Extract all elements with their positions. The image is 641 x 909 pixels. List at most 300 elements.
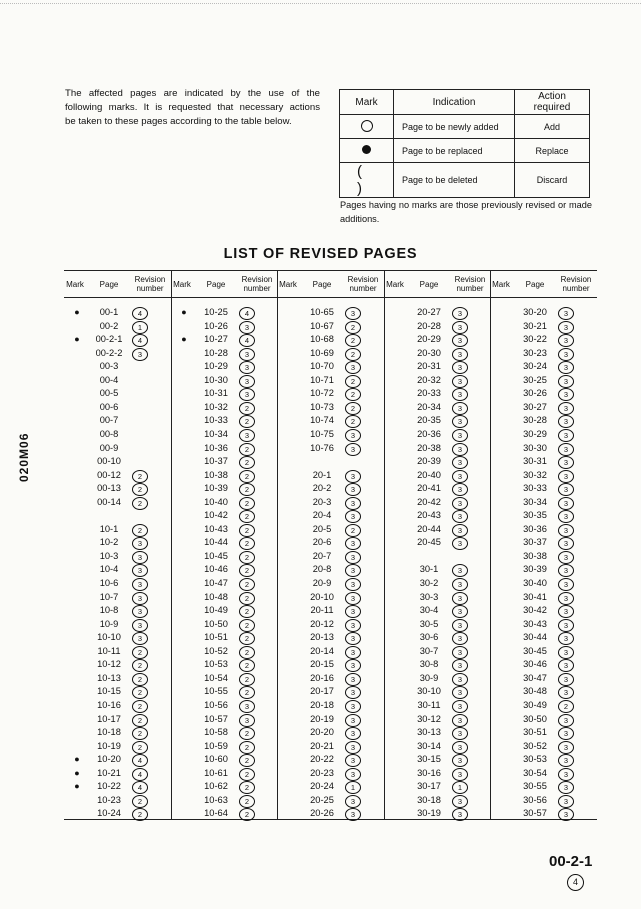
table-row bbox=[386, 726, 489, 739]
row-revision: 3 bbox=[558, 781, 574, 794]
row-page: 10-43 bbox=[204, 523, 228, 534]
table-row bbox=[279, 591, 382, 604]
row-page: 30-24 bbox=[523, 361, 547, 372]
row-revision: 3 bbox=[132, 632, 148, 645]
row-page: 30-26 bbox=[523, 388, 547, 399]
row-revision: 2 bbox=[345, 348, 361, 361]
row-revision: 4 bbox=[239, 334, 255, 347]
row-revision: 3 bbox=[239, 348, 255, 361]
row-revision: 3 bbox=[558, 564, 574, 577]
row-revision: 2 bbox=[239, 578, 255, 591]
row-revision: 3 bbox=[345, 727, 361, 740]
table-row bbox=[66, 631, 169, 644]
row-revision: 3 bbox=[345, 307, 361, 320]
row-page: 30-5 bbox=[419, 618, 439, 629]
table-row bbox=[386, 401, 489, 414]
row-revision: 3 bbox=[345, 686, 361, 699]
row-page: 10-32 bbox=[204, 401, 228, 412]
row-page: 20-35 bbox=[417, 415, 441, 426]
table-row bbox=[279, 320, 382, 333]
table-row bbox=[173, 523, 276, 536]
table-row bbox=[279, 618, 382, 631]
row-page: 20-15 bbox=[310, 659, 334, 670]
row-page: 20-7 bbox=[312, 550, 332, 561]
row-page: 10-69 bbox=[310, 347, 334, 358]
table-row bbox=[279, 713, 382, 726]
row-revision: 2 bbox=[239, 497, 255, 510]
table-row bbox=[173, 631, 276, 644]
row-page: 20-27 bbox=[417, 307, 441, 317]
row-page: 10-60 bbox=[204, 754, 228, 765]
side-document-code: 020M06 bbox=[17, 432, 31, 482]
table-row bbox=[279, 387, 382, 400]
table-row bbox=[279, 455, 382, 468]
table-row bbox=[279, 807, 382, 820]
row-revision: 2 bbox=[345, 402, 361, 415]
row-page: 20-19 bbox=[310, 713, 334, 724]
table-row bbox=[66, 442, 169, 455]
table-row bbox=[279, 347, 382, 360]
row-revision: 3 bbox=[558, 605, 574, 618]
row-revision: 2 bbox=[239, 754, 255, 767]
row-revision: 3 bbox=[345, 714, 361, 727]
row-revision: 3 bbox=[345, 795, 361, 808]
table-row bbox=[386, 618, 489, 631]
row-revision: 3 bbox=[558, 470, 574, 483]
marks-legend-table bbox=[339, 89, 590, 198]
row-page: 30-31 bbox=[523, 456, 547, 467]
row-revision: 3 bbox=[452, 456, 468, 469]
row-page: 30-7 bbox=[419, 645, 439, 656]
table-row bbox=[173, 496, 276, 509]
row-page: 10-17 bbox=[97, 713, 121, 724]
row-page: 30-33 bbox=[523, 483, 547, 494]
table-row bbox=[66, 591, 169, 604]
row-revision: 3 bbox=[558, 361, 574, 374]
row-revision: 3 bbox=[452, 686, 468, 699]
header-revision: Revision number bbox=[454, 275, 486, 293]
row-revision: 4 bbox=[132, 334, 148, 347]
row-revision: 1 bbox=[452, 781, 468, 794]
row-revision: 3 bbox=[452, 632, 468, 645]
table-row bbox=[66, 726, 169, 739]
table-header-row bbox=[64, 271, 597, 298]
table-row bbox=[173, 740, 276, 753]
table-row bbox=[173, 455, 276, 468]
row-mark: ● bbox=[181, 307, 187, 317]
row-revision: 3 bbox=[452, 415, 468, 428]
row-page: 10-25 bbox=[204, 307, 228, 317]
row-page: 30-30 bbox=[523, 442, 547, 453]
row-revision: 3 bbox=[558, 375, 574, 388]
row-page: 10-59 bbox=[204, 740, 228, 751]
row-revision: 3 bbox=[345, 700, 361, 713]
row-revision: 2 bbox=[132, 727, 148, 740]
header-mark: Mark bbox=[66, 279, 84, 289]
row-page: 10-21 bbox=[97, 767, 121, 778]
table-row bbox=[492, 442, 595, 455]
row-page: 10-6 bbox=[99, 578, 119, 588]
row-page: 00-13 bbox=[97, 483, 121, 494]
row-revision: 2 bbox=[239, 483, 255, 496]
row-revision: 3 bbox=[452, 727, 468, 740]
table-row bbox=[492, 482, 595, 495]
row-page: 20-12 bbox=[310, 618, 334, 629]
row-page: 10-36 bbox=[204, 442, 228, 453]
row-revision: 3 bbox=[345, 551, 361, 564]
row-revision: 3 bbox=[345, 646, 361, 659]
header-revision: Revision number bbox=[134, 275, 166, 293]
row-page: 30-56 bbox=[523, 794, 547, 805]
table-row bbox=[386, 509, 489, 522]
row-page: 30-8 bbox=[419, 659, 439, 670]
table-row bbox=[279, 604, 382, 617]
row-page: 10-42 bbox=[204, 510, 228, 521]
table-row bbox=[492, 428, 595, 441]
row-page: 10-39 bbox=[204, 483, 228, 494]
row-revision: 3 bbox=[452, 375, 468, 388]
row-revision: 2 bbox=[239, 727, 255, 740]
row-page: 30-23 bbox=[523, 347, 547, 358]
row-revision: 3 bbox=[345, 754, 361, 767]
table-row bbox=[66, 563, 169, 576]
row-revision: 3 bbox=[452, 741, 468, 754]
row-page: 00-2-2 bbox=[95, 347, 123, 358]
table-row bbox=[492, 360, 595, 373]
row-revision: 3 bbox=[452, 307, 468, 320]
header-mark: Mark bbox=[386, 279, 404, 289]
row-revision: 3 bbox=[558, 497, 574, 510]
table-row bbox=[66, 523, 169, 536]
table-row bbox=[173, 347, 276, 360]
row-revision: 3 bbox=[452, 673, 468, 686]
row-page: 10-15 bbox=[97, 686, 121, 697]
table-row bbox=[386, 496, 489, 509]
table-row bbox=[279, 523, 382, 536]
table-row bbox=[492, 807, 595, 820]
table-row bbox=[173, 333, 276, 346]
row-revision: 3 bbox=[345, 632, 361, 645]
table-row bbox=[492, 401, 595, 414]
row-page: 30-18 bbox=[417, 794, 441, 805]
table-row bbox=[173, 442, 276, 455]
row-revision: 3 bbox=[452, 524, 468, 537]
row-page: 30-21 bbox=[523, 320, 547, 331]
row-page: 30-52 bbox=[523, 740, 547, 751]
row-revision: 3 bbox=[558, 686, 574, 699]
intro-line: following marks. It is requested that necessary actions bbox=[65, 102, 320, 113]
row-revision: 3 bbox=[239, 429, 255, 442]
row-revision: 2 bbox=[132, 497, 148, 510]
row-page: 10-38 bbox=[204, 469, 228, 480]
row-page: 20-34 bbox=[417, 401, 441, 412]
row-page: 00-6 bbox=[99, 401, 119, 412]
row-page: 10-48 bbox=[204, 591, 228, 602]
column-divider bbox=[384, 271, 385, 819]
header-mark: Mark bbox=[492, 279, 510, 289]
row-revision: 3 bbox=[558, 768, 574, 781]
table-row bbox=[66, 536, 169, 549]
row-page: 20-5 bbox=[312, 523, 332, 534]
legend-action: Add bbox=[515, 115, 590, 139]
table-row bbox=[386, 550, 489, 563]
row-revision: 3 bbox=[239, 321, 255, 334]
row-mark: ● bbox=[74, 307, 80, 317]
row-revision: 3 bbox=[132, 564, 148, 577]
row-revision: 3 bbox=[345, 510, 361, 523]
row-revision: 2 bbox=[345, 375, 361, 388]
table-row bbox=[66, 740, 169, 753]
row-page: 30-12 bbox=[417, 713, 441, 724]
intro-line: The affected pages are indicated by the use of the bbox=[65, 88, 320, 99]
table-row bbox=[386, 414, 489, 427]
table-row bbox=[66, 658, 169, 671]
table-row bbox=[173, 509, 276, 522]
table-row bbox=[492, 685, 595, 698]
row-revision: 3 bbox=[558, 741, 574, 754]
row-page: 30-39 bbox=[523, 564, 547, 575]
table-row bbox=[173, 360, 276, 373]
table-row bbox=[66, 306, 169, 319]
row-page: 10-11 bbox=[97, 645, 121, 656]
table-row bbox=[66, 469, 169, 482]
table-row bbox=[386, 591, 489, 604]
row-revision: 3 bbox=[558, 456, 574, 469]
row-page: 30-11 bbox=[417, 699, 441, 710]
row-revision: 2 bbox=[132, 808, 148, 821]
row-page: 10-3 bbox=[99, 550, 119, 561]
row-page: 30-14 bbox=[417, 740, 441, 751]
row-page: 10-26 bbox=[204, 320, 228, 331]
table-row bbox=[66, 699, 169, 712]
table-row bbox=[173, 591, 276, 604]
row-revision: 3 bbox=[345, 673, 361, 686]
row-page: 20-21 bbox=[310, 740, 334, 751]
row-revision: 2 bbox=[239, 443, 255, 456]
row-revision: 3 bbox=[345, 483, 361, 496]
row-page: 20-10 bbox=[310, 591, 334, 602]
column-divider bbox=[171, 271, 172, 819]
row-revision: 3 bbox=[452, 700, 468, 713]
row-page: 30-15 bbox=[417, 754, 441, 765]
row-page: 30-20 bbox=[523, 307, 547, 317]
row-revision: 3 bbox=[345, 808, 361, 821]
table-row bbox=[66, 347, 169, 360]
table-row bbox=[66, 577, 169, 590]
row-page: 20-14 bbox=[310, 645, 334, 656]
row-page: 30-25 bbox=[523, 374, 547, 385]
table-row bbox=[386, 347, 489, 360]
row-revision: 3 bbox=[239, 388, 255, 401]
row-page: 30-9 bbox=[419, 672, 439, 683]
table-row bbox=[173, 767, 276, 780]
table-row bbox=[279, 414, 382, 427]
row-page: 10-49 bbox=[204, 605, 228, 616]
table-row bbox=[386, 482, 489, 495]
table-row bbox=[173, 645, 276, 658]
table-row bbox=[66, 387, 169, 400]
row-revision: 3 bbox=[558, 334, 574, 347]
table-row bbox=[492, 306, 595, 319]
row-page: 10-2 bbox=[99, 537, 119, 548]
row-revision: 3 bbox=[558, 537, 574, 550]
table-row bbox=[492, 509, 595, 522]
table-row bbox=[173, 550, 276, 563]
table-row bbox=[279, 726, 382, 739]
row-page: 10-10 bbox=[97, 632, 121, 643]
table-row bbox=[173, 780, 276, 793]
table-row bbox=[279, 780, 382, 793]
row-page: 10-7 bbox=[99, 591, 119, 602]
revised-pages-table bbox=[64, 270, 597, 820]
row-page: 30-43 bbox=[523, 618, 547, 629]
row-revision: 3 bbox=[558, 727, 574, 740]
row-page: 10-57 bbox=[204, 713, 228, 724]
header-page: Page bbox=[312, 279, 332, 289]
row-page: 10-74 bbox=[310, 415, 334, 426]
row-revision: 4 bbox=[132, 781, 148, 794]
row-page: 00-10 bbox=[97, 456, 121, 467]
row-page: 10-44 bbox=[204, 537, 228, 548]
row-page: 30-45 bbox=[523, 645, 547, 656]
row-revision: 2 bbox=[239, 592, 255, 605]
row-page: 30-2 bbox=[419, 578, 439, 588]
table-row bbox=[492, 618, 595, 631]
row-page: 30-10 bbox=[417, 686, 441, 697]
table-row bbox=[492, 740, 595, 753]
row-revision: 2 bbox=[132, 483, 148, 496]
row-revision: 3 bbox=[452, 402, 468, 415]
table-row bbox=[66, 414, 169, 427]
row-revision: 2 bbox=[239, 768, 255, 781]
row-revision: 2 bbox=[132, 741, 148, 754]
row-page: 10-29 bbox=[204, 361, 228, 372]
row-page: 20-18 bbox=[310, 699, 334, 710]
table-row bbox=[173, 536, 276, 549]
row-page: 10-73 bbox=[310, 401, 334, 412]
table-row bbox=[386, 306, 489, 319]
legend-mark-cell bbox=[340, 115, 394, 139]
row-page: 00-7 bbox=[99, 415, 119, 426]
row-page: 00-2-1 bbox=[95, 334, 123, 345]
row-revision: 3 bbox=[132, 619, 148, 632]
header-mark: Mark bbox=[173, 279, 191, 289]
row-page: 30-54 bbox=[523, 767, 547, 778]
row-revision: 4 bbox=[239, 307, 255, 320]
row-page: 10-47 bbox=[204, 578, 228, 588]
table-row bbox=[386, 807, 489, 820]
row-revision: 1 bbox=[345, 781, 361, 794]
table-row bbox=[173, 563, 276, 576]
row-revision: 2 bbox=[239, 470, 255, 483]
row-revision: 3 bbox=[558, 388, 574, 401]
row-revision: 2 bbox=[239, 808, 255, 821]
row-revision: 2 bbox=[132, 659, 148, 672]
table-row bbox=[492, 645, 595, 658]
table-row bbox=[173, 306, 276, 319]
row-page: 30-41 bbox=[523, 591, 547, 602]
row-revision: 2 bbox=[239, 510, 255, 523]
table-row bbox=[386, 794, 489, 807]
row-page: 00-1 bbox=[99, 307, 119, 317]
row-page: 30-36 bbox=[523, 523, 547, 534]
row-revision: 2 bbox=[132, 686, 148, 699]
row-page: 20-39 bbox=[417, 456, 441, 467]
table-row bbox=[492, 780, 595, 793]
row-page: 10-33 bbox=[204, 415, 228, 426]
row-revision: 3 bbox=[452, 470, 468, 483]
row-page: 20-3 bbox=[312, 496, 332, 507]
row-page: 10-45 bbox=[204, 550, 228, 561]
row-page: 10-12 bbox=[97, 659, 121, 670]
row-page: 10-23 bbox=[97, 794, 121, 805]
table-row bbox=[173, 387, 276, 400]
row-revision: 3 bbox=[558, 619, 574, 632]
table-row bbox=[386, 753, 489, 766]
row-revision: 2 bbox=[239, 795, 255, 808]
row-page: 20-43 bbox=[417, 510, 441, 521]
table-row bbox=[66, 482, 169, 495]
row-revision: 3 bbox=[558, 795, 574, 808]
row-page: 30-55 bbox=[523, 781, 547, 792]
table-row bbox=[492, 699, 595, 712]
row-page: 10-13 bbox=[97, 672, 121, 683]
table-row bbox=[386, 360, 489, 373]
table-row bbox=[173, 482, 276, 495]
row-page: 30-51 bbox=[523, 727, 547, 738]
row-page: 10-34 bbox=[204, 428, 228, 439]
table-row bbox=[279, 374, 382, 387]
table-row bbox=[279, 306, 382, 319]
table-row bbox=[386, 631, 489, 644]
row-page: 20-30 bbox=[417, 347, 441, 358]
table-row bbox=[279, 401, 382, 414]
row-page: 10-19 bbox=[97, 740, 121, 751]
row-page: 20-41 bbox=[417, 483, 441, 494]
table-row bbox=[492, 713, 595, 726]
header-page: Page bbox=[99, 279, 119, 289]
row-mark: ● bbox=[74, 781, 80, 792]
row-revision: 3 bbox=[558, 592, 574, 605]
row-revision: 2 bbox=[132, 700, 148, 713]
row-page: 30-3 bbox=[419, 591, 439, 602]
table-row bbox=[66, 685, 169, 698]
row-page: 30-28 bbox=[523, 415, 547, 426]
header-revision: Revision number bbox=[347, 275, 379, 293]
table-row bbox=[66, 360, 169, 373]
legend-mark-cell bbox=[340, 139, 394, 163]
row-page: 30-32 bbox=[523, 469, 547, 480]
row-revision: 3 bbox=[452, 429, 468, 442]
row-revision: 3 bbox=[452, 361, 468, 374]
table-row bbox=[492, 726, 595, 739]
row-page: 10-75 bbox=[310, 428, 334, 439]
row-page: 00-12 bbox=[97, 469, 121, 480]
row-revision: 3 bbox=[345, 443, 361, 456]
row-revision: 4 bbox=[132, 754, 148, 767]
table-row bbox=[386, 685, 489, 698]
row-revision: 3 bbox=[558, 808, 574, 821]
row-page: 30-48 bbox=[523, 686, 547, 697]
table-row bbox=[386, 387, 489, 400]
row-page: 30-42 bbox=[523, 605, 547, 616]
table-row bbox=[492, 320, 595, 333]
row-page: 30-44 bbox=[523, 632, 547, 643]
row-revision: 3 bbox=[239, 375, 255, 388]
row-page: 20-8 bbox=[312, 564, 332, 575]
row-page: 30-19 bbox=[417, 808, 441, 819]
table-row bbox=[386, 442, 489, 455]
